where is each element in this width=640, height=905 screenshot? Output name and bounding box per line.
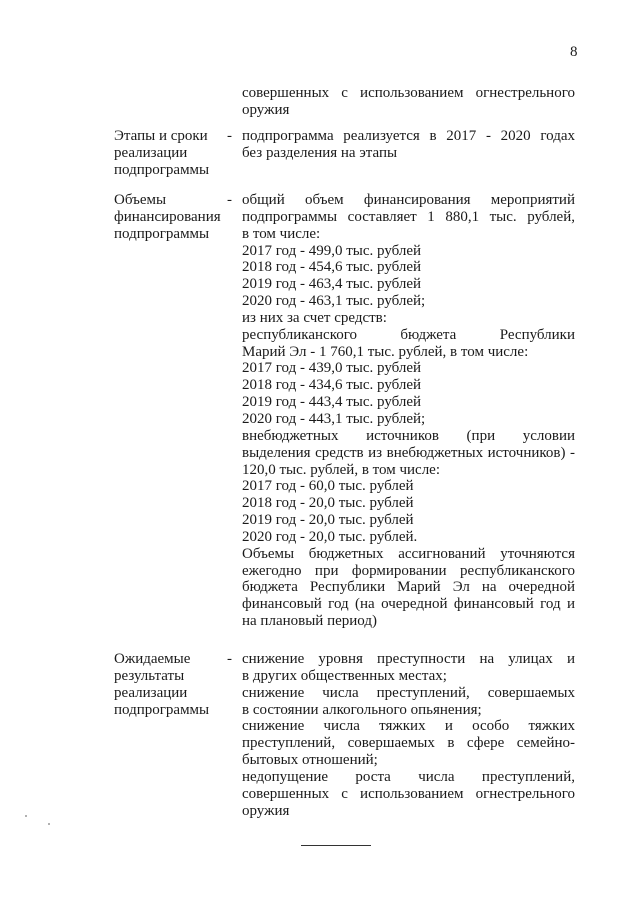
label-line: подпрограммы	[114, 701, 210, 718]
section-label	[114, 192, 229, 243]
content-line: подпрограмма реализуется в 2017 - 2020 годах	[242, 128, 575, 144]
content-line: 2018 год - 20,0 тыс. рублей	[242, 495, 414, 512]
label-line: реализации	[114, 144, 188, 161]
section-dash	[227, 651, 237, 668]
content-line: в том числе:	[242, 225, 321, 242]
content-line: общий объем финансирования мероприятий	[242, 192, 575, 208]
continuation-text	[242, 85, 575, 119]
label-line: реализации	[114, 684, 188, 701]
section-content	[242, 192, 575, 630]
content-line: снижение числа преступлений, совершаемых	[242, 684, 575, 701]
content-line: оружия	[242, 802, 290, 819]
content-line: 2019 год - 20,0 тыс. рублей	[242, 512, 414, 529]
content-line: в других общественных местах;	[242, 667, 447, 684]
content-line: преступлений, совершаемых в сфере семейно-	[242, 735, 575, 752]
page-number: 8	[570, 44, 578, 60]
scan-speck	[48, 823, 50, 825]
content-line: 2020 год - 463,1 тыс. рублей;	[242, 293, 426, 310]
section-label	[114, 128, 229, 179]
content-line: из них за счет средств:	[242, 309, 387, 326]
section-content	[242, 128, 575, 162]
content-line: 2017 год - 439,0 тыс. рублей	[242, 360, 422, 377]
content-line: 2018 год - 434,6 тыс. рублей	[242, 377, 422, 394]
content-line: Объемы бюджетных ассигнований уточняются	[242, 545, 575, 562]
continuation-line: совершенных с использованием огнестрельного	[242, 85, 575, 101]
dash-mark: -	[227, 192, 232, 208]
content-line: Марий Эл - 1 760,1 тыс. рублей, в том числе:	[242, 343, 529, 360]
end-rule	[301, 845, 371, 846]
content-line: бюджета Республики Марий Эл на очередной	[242, 579, 575, 596]
content-line: внебюджетных источников (при условии	[242, 427, 575, 444]
content-line: выделения средств из внебюджетных источников) -	[242, 444, 575, 461]
content-line: 120,0 тыс. рублей, в том числе:	[242, 461, 441, 478]
content-line: бытовых отношений;	[242, 752, 378, 769]
content-line: 2019 год - 443,4 тыс. рублей	[242, 394, 422, 411]
content-line: 2019 год - 463,4 тыс. рублей	[242, 276, 422, 293]
continuation-line: оружия	[242, 101, 290, 118]
content-line: без разделения на этапы	[242, 144, 398, 161]
section-dash	[227, 192, 237, 209]
content-line: финансовый год (на очередной финансовый год и	[242, 596, 575, 613]
content-line: 2018 год - 454,6 тыс. рублей	[242, 259, 422, 276]
content-line: снижение уровня преступности на улицах и	[242, 651, 575, 667]
content-line: подпрограммы составляет 1 880,1 тыс. рублей,	[242, 208, 575, 225]
content-line: 2017 год - 60,0 тыс. рублей	[242, 478, 414, 495]
label-line: подпрограммы	[114, 225, 210, 242]
section-dash	[227, 128, 237, 145]
label-line: финансирования	[114, 208, 221, 225]
content-line: снижение числа тяжких и особо тяжких	[242, 718, 575, 735]
content-line: на плановый период)	[242, 613, 377, 630]
label-line: Этапы и сроки	[114, 128, 208, 144]
content-line: 2020 год - 20,0 тыс. рублей.	[242, 528, 418, 545]
label-line: подпрограммы	[114, 161, 210, 178]
section-label	[114, 651, 229, 718]
dash-mark: -	[227, 651, 232, 667]
content-line: недопущение роста числа преступлений,	[242, 768, 575, 785]
content-line: в состоянии алкогольного опьянения;	[242, 701, 482, 718]
label-line: Ожидаемые	[114, 651, 191, 667]
content-line: 2020 год - 443,1 тыс. рублей;	[242, 410, 426, 427]
content-line: совершенных с использованием огнестрельного	[242, 785, 575, 802]
content-line: республиканского бюджета Республики	[242, 326, 575, 343]
content-line: ежегодно при формировании республиканского	[242, 562, 575, 579]
label-line: Объемы	[114, 192, 167, 208]
scan-speck	[25, 815, 27, 817]
label-line: результаты	[114, 667, 185, 684]
section-content	[242, 651, 575, 819]
content-line: 2017 год - 499,0 тыс. рублей	[242, 242, 422, 259]
dash-mark: -	[227, 128, 232, 144]
